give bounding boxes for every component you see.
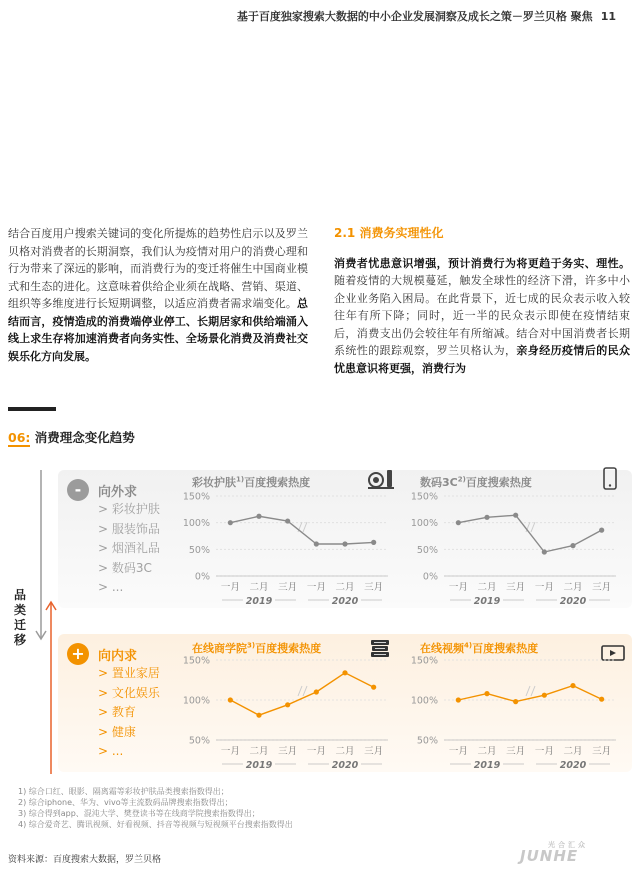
- migration-arrows-icon: [34, 468, 58, 778]
- data-point: [342, 541, 347, 546]
- chart-title-online-video: 在线视频$^{4)}$百度搜索热度: [420, 641, 539, 655]
- data-point: [342, 670, 347, 675]
- data-point: [371, 540, 376, 545]
- x-tick-label: 二月: [477, 582, 497, 593]
- data-point: [285, 518, 290, 523]
- list-item: > 烟酒礼品: [98, 541, 160, 555]
- data-point: [371, 685, 376, 690]
- x-tick-label: 二月: [249, 746, 269, 757]
- footnote: 2) 综合iphone、华为、vivo等主流数码品牌搜索指数得出；: [18, 798, 233, 807]
- x-tick-label: 二月: [249, 582, 269, 593]
- chart-business-school: [176, 654, 396, 774]
- data-point: [314, 541, 319, 546]
- x-tick-label: 一月: [534, 582, 554, 593]
- left-column-text: [8, 225, 308, 365]
- chart-title-digital: 数码$3C^{2)}$百度搜索热度: [420, 475, 532, 489]
- x-tick-label: 三月: [278, 746, 298, 757]
- header-title: 基于百度独家搜索大数据的中小企业发展洞察及成长之策－罗兰贝格 聚焦: [236, 10, 593, 23]
- data-point: [513, 513, 518, 518]
- x-tick-label: 二月: [477, 746, 497, 757]
- chart-cosmetics: [176, 490, 396, 610]
- year-label: 2019: [245, 596, 273, 607]
- x-tick-label: 一月: [448, 746, 468, 757]
- x-tick-label: 一月: [306, 746, 326, 757]
- x-tick-label: 三月: [592, 582, 612, 593]
- list-item: > 文化娱乐: [98, 685, 160, 700]
- data-point: [484, 691, 489, 696]
- right-lead-bold: 消费者忧患意识增强，预计消费行为将更趋于务实、理性。: [334, 256, 630, 270]
- source-note: 资料来源：百度搜索大数据，罗兰贝格: [8, 855, 162, 865]
- footnote: 1) 综合口红、眼影、隔离霜等彩妆护肤品类搜索指数得出；: [18, 787, 229, 796]
- data-point: [599, 697, 604, 702]
- year-label: 2020: [559, 760, 587, 771]
- y-tick-label: 150%: [182, 491, 210, 503]
- footnotes: [18, 786, 293, 830]
- y-tick-label: 50%: [416, 544, 438, 556]
- left-text-normal: 结合百度用户搜索关键词的变化所提炼的趋势性启示以及罗兰贝格对消费者的长期洞察，我们认为疫情对用户的消费心理和行为带来了深远的影响，而消费行为的变迁将催生中国商业模式和生态的进化。这意味着供给企业须在战略、营销、渠道、组织等多维度进行长短期调整，以适应消费者需求端变化。: [8, 227, 308, 310]
- section-title: 消费务实理性化: [359, 226, 444, 240]
- list-item: > 彩妆护肤: [98, 502, 160, 516]
- x-tick-label: 一月: [220, 746, 240, 757]
- data-point: [228, 520, 233, 525]
- logo-main-text: JUNHE: [520, 847, 579, 865]
- data-point: [256, 713, 261, 718]
- year-label: 2019: [473, 760, 501, 771]
- footnote: 4) 综合爱奇艺、腾讯视频、好看视频、抖音等视频与短视频平台搜索指数得出: [18, 820, 293, 829]
- minus-badge-icon: -: [67, 479, 89, 501]
- outward-title: 向外求: [98, 485, 138, 500]
- outward-item-list: [98, 500, 160, 598]
- x-tick-label: 二月: [563, 746, 583, 757]
- y-tick-label: 0%: [422, 571, 438, 583]
- y-tick-label: 50%: [188, 544, 210, 556]
- x-tick-label: 三月: [506, 746, 526, 757]
- x-tick-label: 一月: [534, 746, 554, 757]
- logo-top-text: 光合汇众: [548, 841, 588, 849]
- phone-icon: [603, 467, 617, 491]
- y-tick-label: 150%: [410, 655, 438, 667]
- y-tick-label: 100%: [410, 518, 438, 530]
- data-point: [285, 702, 290, 707]
- year-label: 2020: [331, 760, 359, 771]
- data-point: [542, 549, 547, 554]
- list-item: > 服装饰品: [98, 521, 160, 536]
- list-item: > 数码3C: [98, 560, 152, 575]
- x-tick-label: 二月: [335, 582, 355, 593]
- data-point: [542, 693, 547, 698]
- data-point: [570, 683, 575, 688]
- x-tick-label: 三月: [364, 746, 384, 757]
- list-item: > 教育: [98, 705, 136, 719]
- right-text-normal: 随着疫情的大规模蔓延，触发全球性的经济下滑，许多中小企业业务陷入困局。在此背景下，近七成的民众表示收入较往年有所下降；同时，近一半的民众表示即使在疫情结束后，消费支出仍会较往年有所缩减。结合对中国消费者长期系统性的跟踪观察，罗兰贝格认为，: [334, 274, 630, 357]
- category-migration-label: 品类迁移: [13, 588, 26, 647]
- year-label: 2019: [245, 760, 273, 771]
- year-label: 2019: [473, 596, 501, 607]
- series-line: [544, 530, 601, 552]
- x-tick-label: 三月: [506, 582, 526, 593]
- inward-title: 向内求: [98, 649, 138, 664]
- data-point: [484, 515, 489, 520]
- left-text-bold: 总结而言，疫情造成的消费端停业停工、长期居家和供给端涌入线上求生存将加速消费者向务实性、全场景化消费及消费社交娱乐化方向发展。: [8, 297, 308, 363]
- x-tick-label: 一月: [220, 582, 240, 593]
- data-point: [314, 689, 319, 694]
- series-connector: [516, 515, 545, 552]
- series-connector: [288, 692, 317, 705]
- y-tick-label: 50%: [416, 735, 438, 747]
- chart-digital: [404, 490, 624, 610]
- year-label: 2020: [559, 596, 587, 607]
- series-connector: [516, 695, 545, 701]
- y-tick-label: 150%: [182, 655, 210, 667]
- x-tick-label: 一月: [306, 582, 326, 593]
- plus-badge-icon: +: [67, 643, 89, 665]
- y-tick-label: 100%: [410, 695, 438, 707]
- year-label: 2020: [331, 596, 359, 607]
- data-point: [570, 543, 575, 548]
- chart-online-video: [404, 654, 624, 774]
- right-tail-bold: 亲身经历疫情后的民众忧患意识将更强，消费行为: [334, 344, 631, 375]
- y-tick-label: 100%: [182, 695, 210, 707]
- list-item: > ...: [98, 580, 124, 594]
- data-point: [513, 699, 518, 704]
- axis-break-mark: [298, 686, 307, 696]
- axis-break-mark: [526, 686, 535, 696]
- cosmetics-icon: [368, 468, 394, 490]
- series-connector: [288, 521, 317, 544]
- x-tick-label: 三月: [278, 582, 298, 593]
- x-tick-label: 三月: [364, 582, 384, 593]
- inward-item-list: [98, 664, 160, 762]
- section-number: 2.1: [334, 226, 356, 240]
- section-divider: [8, 407, 56, 411]
- x-tick-label: 三月: [592, 746, 612, 757]
- figure-title-text: 消费理念变化趋势: [34, 430, 135, 445]
- chart-title-business-school: 在线商学院$^{3)}$百度搜索热度: [192, 641, 322, 655]
- chart-title-cosmetics: 彩妆护肤$^{1)}$百度搜索热度: [192, 475, 311, 489]
- y-tick-label: 0%: [194, 571, 210, 583]
- right-column-text: [334, 225, 630, 377]
- data-point: [256, 514, 261, 519]
- data-point: [456, 697, 461, 702]
- list-item: > 健康: [98, 724, 136, 739]
- y-tick-label: 150%: [410, 491, 438, 503]
- data-point: [599, 528, 604, 533]
- x-tick-label: 一月: [448, 582, 468, 593]
- data-point: [456, 520, 461, 525]
- figure-number: 06:: [8, 430, 31, 445]
- footnote: 3) 综合得到app、混沌大学、樊登读书等在线商学院搜索指数得出；: [18, 809, 260, 818]
- data-point: [228, 697, 233, 702]
- watermark-logo: [520, 840, 588, 865]
- series-line: [316, 673, 373, 692]
- page-number: 11: [600, 10, 616, 23]
- x-tick-label: 二月: [563, 582, 583, 593]
- page-header: [237, 8, 616, 24]
- figure-title: [8, 428, 135, 446]
- y-tick-label: 50%: [188, 735, 210, 747]
- section-heading: [334, 225, 630, 243]
- list-item: > ...: [98, 744, 124, 758]
- y-tick-label: 100%: [182, 518, 210, 530]
- x-tick-label: 二月: [335, 746, 355, 757]
- list-item: > 置业家居: [98, 666, 160, 680]
